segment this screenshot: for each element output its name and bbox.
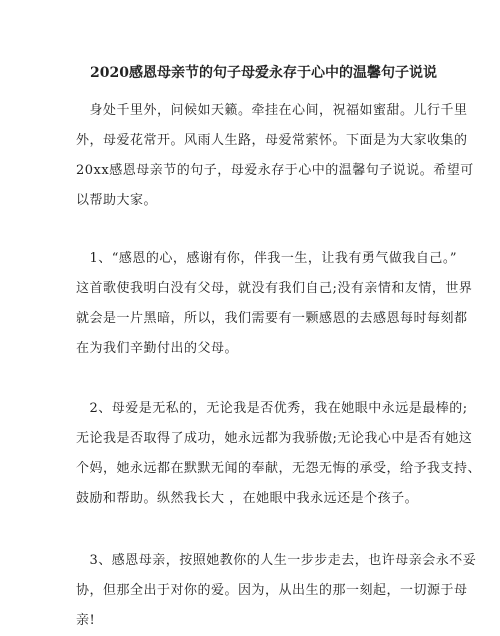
paragraph-line: 鼓励和帮助。纵然我长大 ，在她眼中我永远还是个孩子。 [76, 491, 419, 506]
paragraph-1 [76, 244, 473, 364]
paragraph-line: 个妈，她永远都在默默无闻的奉献，无怨无悔的承受，给予我支持、 [76, 461, 482, 476]
paragraph-line: 就会是一片黑暗，所以，我们需要有一颗感恩的去感恩每时每刻都 [76, 311, 468, 326]
paragraph-line: 身处千里外，问候如天籁。牵挂在心间，祝福如蜜甜。儿行千里 [76, 103, 468, 118]
paragraph-2 [76, 394, 482, 514]
paragraph-line: 1、“感恩的心，感谢有你，伴我一生，让我有勇气做我自己。” [76, 251, 458, 266]
intro-paragraph [76, 96, 474, 216]
paragraph-line: 这首歌使我明白没有父母，就没有我们自己;没有亲情和友情，世界 [76, 281, 473, 296]
paragraph-3 [76, 546, 477, 636]
document-title: 2020感恩母亲节的句子母爱永存于心中的温馨句子说说 [90, 65, 437, 81]
paragraph-line: 亲! [76, 613, 96, 628]
paragraph-line: 在为我们辛勤付出的父母。 [76, 341, 239, 356]
paragraph-line: 协，但那全出于对你的爱。因为，从出生的那一刻起，一切源于母 [76, 583, 468, 598]
paragraph-line: 2、母爱是无私的，无论我是否优秀，我在她眼中永远是最棒的; [76, 401, 468, 416]
paragraph-line: 3、感恩母亲，按照她教你的人生一步步走去，也许母亲会永不妥 [76, 553, 477, 568]
paragraph-line: 以帮助大家。 [76, 193, 158, 208]
paragraph-line: 外，母爱花常开。风雨人生路，母爱常萦怀。下面是为大家收集的 [76, 133, 468, 148]
paragraph-line: 无论我是否取得了成功，她永远都为我骄傲;无论我心中是否有她这 [76, 431, 473, 446]
paragraph-line: 20xx感恩母亲节的句子，母爱永存于心中的温馨句子说说。希望可 [76, 163, 474, 178]
